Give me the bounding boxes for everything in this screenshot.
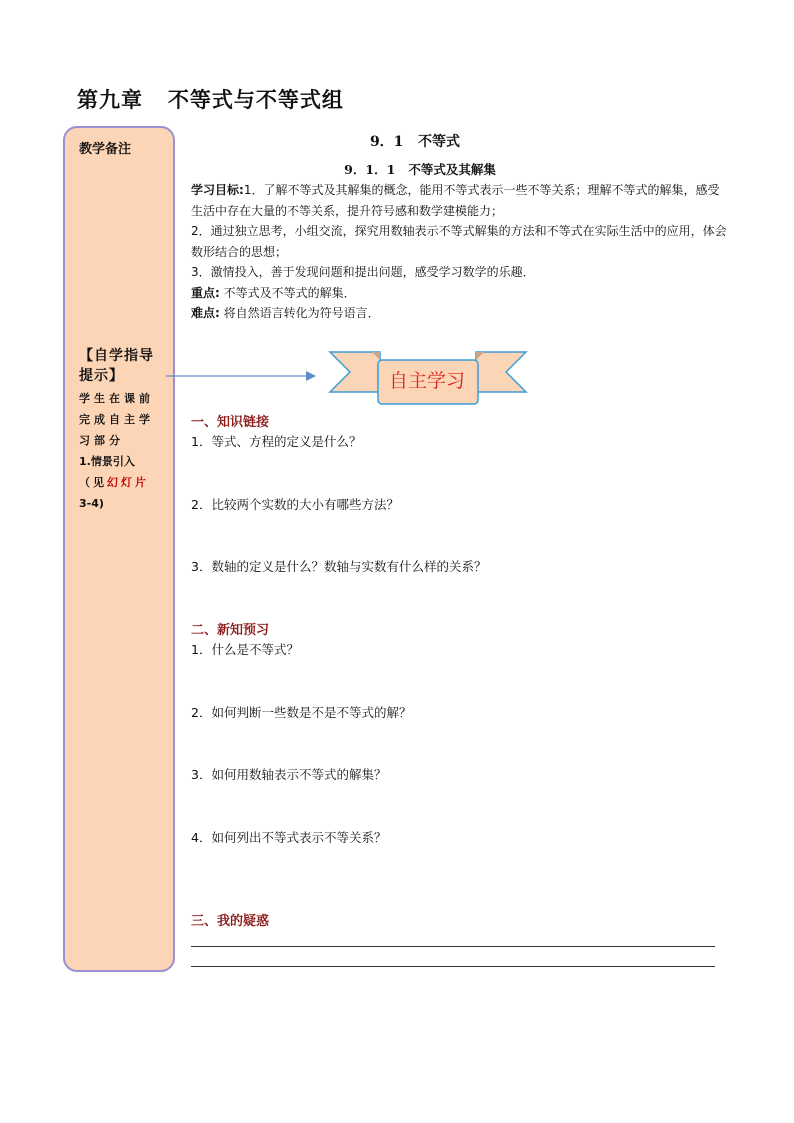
section-title: 9．1 不等式: [369, 134, 461, 150]
s1-question-1: 1．等式、方程的定义是什么？: [191, 434, 362, 449]
right-arrow-icon: [166, 370, 316, 382]
section-3-title: 三、我的疑惑: [191, 914, 270, 929]
goal-2: 2．通过独立思考，小组交流，探究用数轴表示不等式解集的方法和不等式在实际生活中的应用，体会数形结合的思想；: [191, 224, 727, 259]
goal-3: 3．激情投入，善于发现问题和提出问题，感受学习数学的乐趣．: [191, 265, 535, 279]
self-study-guide: [79, 346, 167, 514]
goals-label: 学习目标:: [191, 183, 244, 197]
goal-1: 1．了解不等式及其解集的概念，能用不等式表示一些不等关系；理解不等式的解集，感受生活中存在大量的不等关系，提升符号感和数学建模能力；: [191, 183, 720, 218]
s2-question-4: 4．如何列出不等式表示不等关系？: [191, 830, 387, 845]
s2-question-2: 2．如何判断一些数是不是不等式的解？: [191, 705, 412, 720]
guide-heading: 【自学指导提示】: [79, 348, 154, 384]
guide-item-1: 1.情景引入: [79, 455, 135, 468]
teaching-notes-sidebar: [63, 126, 175, 972]
difficulty-text: 将自然语言转化为符号语言．: [219, 306, 380, 320]
s1-question-3: 3．数轴的定义是什么？数轴与实数有什么样的关系？: [191, 559, 487, 574]
s1-question-2: 2．比较两个实数的大小有哪些方法？: [191, 497, 399, 512]
answer-line-2: [191, 966, 715, 967]
guide-text: 学生在课前完成自主学习部分: [79, 392, 154, 447]
banner-label: 自主学习: [388, 370, 465, 392]
learning-goals: [191, 180, 731, 324]
key-point-text: 不等式及不等式的解集．: [219, 285, 356, 300]
section-1-title: 一、知识链接: [191, 415, 270, 430]
sidebar-title: 教学备注: [79, 142, 132, 157]
ref-open: （见: [79, 476, 107, 489]
subsection-title: 9．1．1 不等式及其解集: [344, 162, 496, 177]
s2-question-1: 1．什么是不等式？: [191, 642, 299, 657]
section-2-title: 二、新知预习: [191, 623, 270, 638]
guide-item-1-ref: [79, 472, 167, 493]
difficulty-label: 难点:: [191, 306, 220, 320]
answer-line-1: [191, 946, 715, 947]
ref-end: 3-4): [79, 497, 104, 510]
ref-slides: 幻灯片: [107, 476, 149, 489]
key-point-label: 重点:: [191, 285, 220, 300]
chapter-title: 第九章 不等式与不等式组: [77, 87, 344, 112]
s2-question-3: 3．如何用数轴表示不等式的解集？: [191, 767, 387, 782]
